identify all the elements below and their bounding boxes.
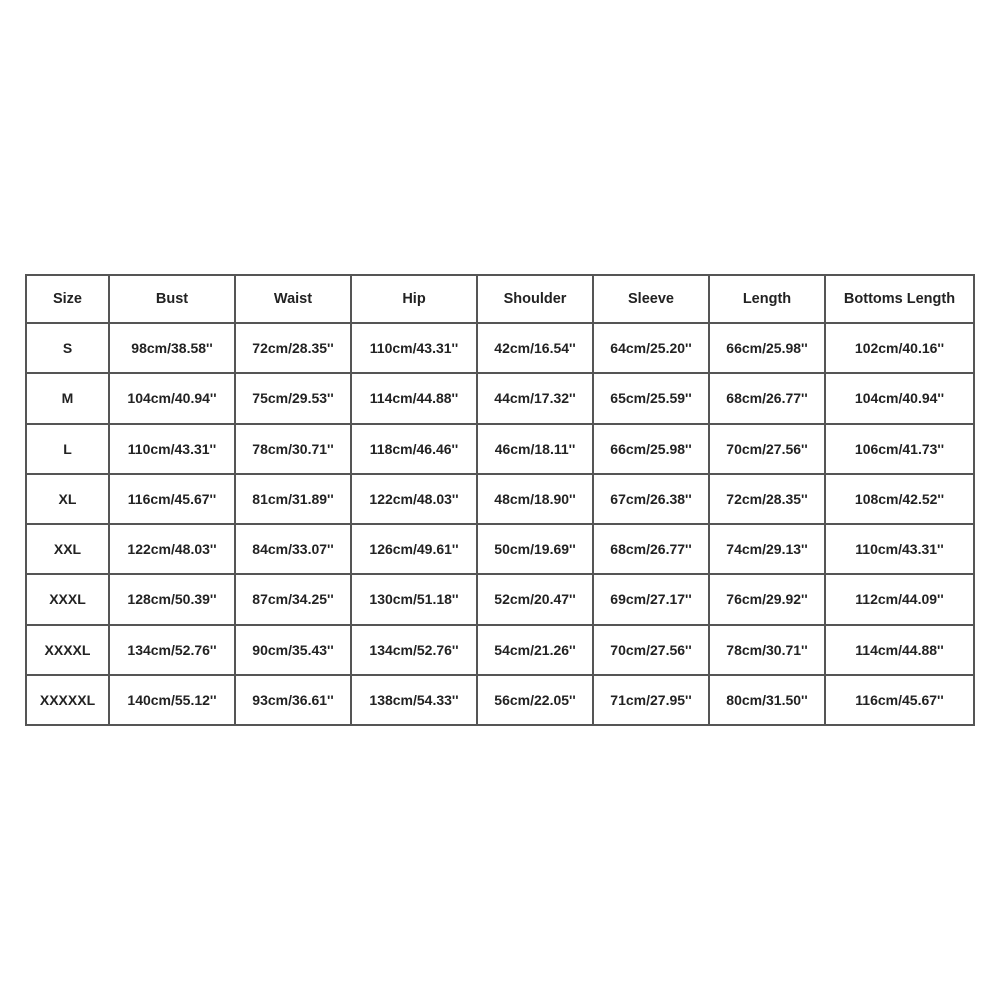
header-shoulder: Shoulder [478,276,594,324]
cell-shoulder: 44cm/17.32'' [478,374,594,424]
cell-bust: 116cm/45.67'' [110,475,236,525]
cell-hip: 110cm/43.31'' [352,324,478,374]
size-chart-table [25,274,975,726]
cell-size: XXXXL [27,626,110,676]
cell-sleeve: 67cm/26.38'' [594,475,710,525]
cell-bottoms-length: 114cm/44.88'' [826,626,975,676]
cell-hip: 122cm/48.03'' [352,475,478,525]
cell-bust: 122cm/48.03'' [110,525,236,575]
cell-size: M [27,374,110,424]
table-row [27,374,975,424]
header-waist: Waist [236,276,352,324]
cell-hip: 130cm/51.18'' [352,575,478,625]
header-size: Size [27,276,110,324]
cell-bottoms-length: 102cm/40.16'' [826,324,975,374]
cell-length: 78cm/30.71'' [710,626,826,676]
cell-bottoms-length: 106cm/41.73'' [826,425,975,475]
cell-hip: 134cm/52.76'' [352,626,478,676]
cell-size: XXXL [27,575,110,625]
header-bottoms-length: Bottoms Length [826,276,975,324]
cell-sleeve: 68cm/26.77'' [594,525,710,575]
header-sleeve: Sleeve [594,276,710,324]
cell-shoulder: 42cm/16.54'' [478,324,594,374]
cell-bottoms-length: 110cm/43.31'' [826,525,975,575]
cell-sleeve: 70cm/27.56'' [594,626,710,676]
cell-size: XXXXXL [27,676,110,726]
cell-shoulder: 46cm/18.11'' [478,425,594,475]
cell-bottoms-length: 108cm/42.52'' [826,475,975,525]
header-hip: Hip [352,276,478,324]
cell-sleeve: 69cm/27.17'' [594,575,710,625]
table-row [27,575,975,625]
cell-shoulder: 56cm/22.05'' [478,676,594,726]
cell-waist: 87cm/34.25'' [236,575,352,625]
cell-sleeve: 65cm/25.59'' [594,374,710,424]
cell-bust: 104cm/40.94'' [110,374,236,424]
header-length: Length [710,276,826,324]
cell-size: XL [27,475,110,525]
table-row [27,626,975,676]
cell-bust: 110cm/43.31'' [110,425,236,475]
table-row [27,425,975,475]
cell-shoulder: 50cm/19.69'' [478,525,594,575]
cell-sleeve: 66cm/25.98'' [594,425,710,475]
header-bust: Bust [110,276,236,324]
table-row [27,475,975,525]
cell-sleeve: 64cm/25.20'' [594,324,710,374]
cell-bottoms-length: 116cm/45.67'' [826,676,975,726]
cell-bottoms-length: 104cm/40.94'' [826,374,975,424]
cell-length: 74cm/29.13'' [710,525,826,575]
header-row [27,276,975,324]
cell-size: L [27,425,110,475]
cell-shoulder: 52cm/20.47'' [478,575,594,625]
cell-bust: 140cm/55.12'' [110,676,236,726]
cell-hip: 138cm/54.33'' [352,676,478,726]
cell-shoulder: 48cm/18.90'' [478,475,594,525]
cell-waist: 90cm/35.43'' [236,626,352,676]
cell-bottoms-length: 112cm/44.09'' [826,575,975,625]
cell-waist: 84cm/33.07'' [236,525,352,575]
table-row [27,525,975,575]
cell-length: 76cm/29.92'' [710,575,826,625]
cell-bust: 128cm/50.39'' [110,575,236,625]
cell-sleeve: 71cm/27.95'' [594,676,710,726]
table-row [27,676,975,726]
cell-bust: 98cm/38.58'' [110,324,236,374]
cell-waist: 72cm/28.35'' [236,324,352,374]
cell-length: 70cm/27.56'' [710,425,826,475]
cell-shoulder: 54cm/21.26'' [478,626,594,676]
cell-waist: 81cm/31.89'' [236,475,352,525]
cell-bust: 134cm/52.76'' [110,626,236,676]
cell-size: XXL [27,525,110,575]
cell-waist: 93cm/36.61'' [236,676,352,726]
cell-size: S [27,324,110,374]
cell-waist: 78cm/30.71'' [236,425,352,475]
cell-hip: 114cm/44.88'' [352,374,478,424]
cell-length: 66cm/25.98'' [710,324,826,374]
cell-length: 68cm/26.77'' [710,374,826,424]
cell-hip: 126cm/49.61'' [352,525,478,575]
cell-length: 80cm/31.50'' [710,676,826,726]
cell-hip: 118cm/46.46'' [352,425,478,475]
cell-waist: 75cm/29.53'' [236,374,352,424]
cell-length: 72cm/28.35'' [710,475,826,525]
table-row [27,324,975,374]
